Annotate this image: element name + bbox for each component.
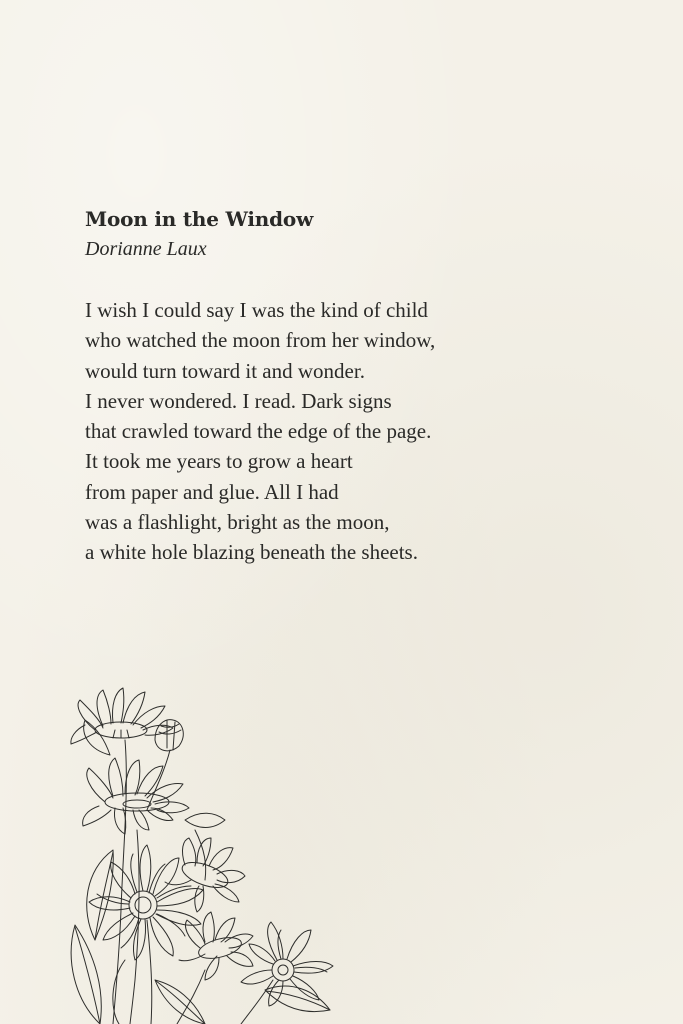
poem-line: It took me years to grow a heart <box>85 449 353 474</box>
poem-author: Dorianne Laux <box>85 238 207 260</box>
poem-line: that crawled toward the edge of the page. <box>85 419 432 444</box>
poem-line: was a flashlight, bright as the moon, <box>85 510 390 535</box>
poem-line: from paper and glue. All I had <box>85 479 339 504</box>
poem-block <box>85 204 605 568</box>
poem-line: would turn toward it and wonder. <box>85 358 365 383</box>
poem-line: a white hole blazing beneath the sheets. <box>85 540 418 565</box>
poem-line: I never wondered. I read. Dark signs <box>85 388 392 413</box>
poem-line: I wish I could say I was the kind of child <box>85 298 428 322</box>
poem-line: who watched the moon from her window, <box>85 328 436 353</box>
flower-illustration-icon <box>55 680 355 1024</box>
poem-stanza <box>85 295 605 568</box>
poem-title: Moon in the Window <box>85 207 314 231</box>
